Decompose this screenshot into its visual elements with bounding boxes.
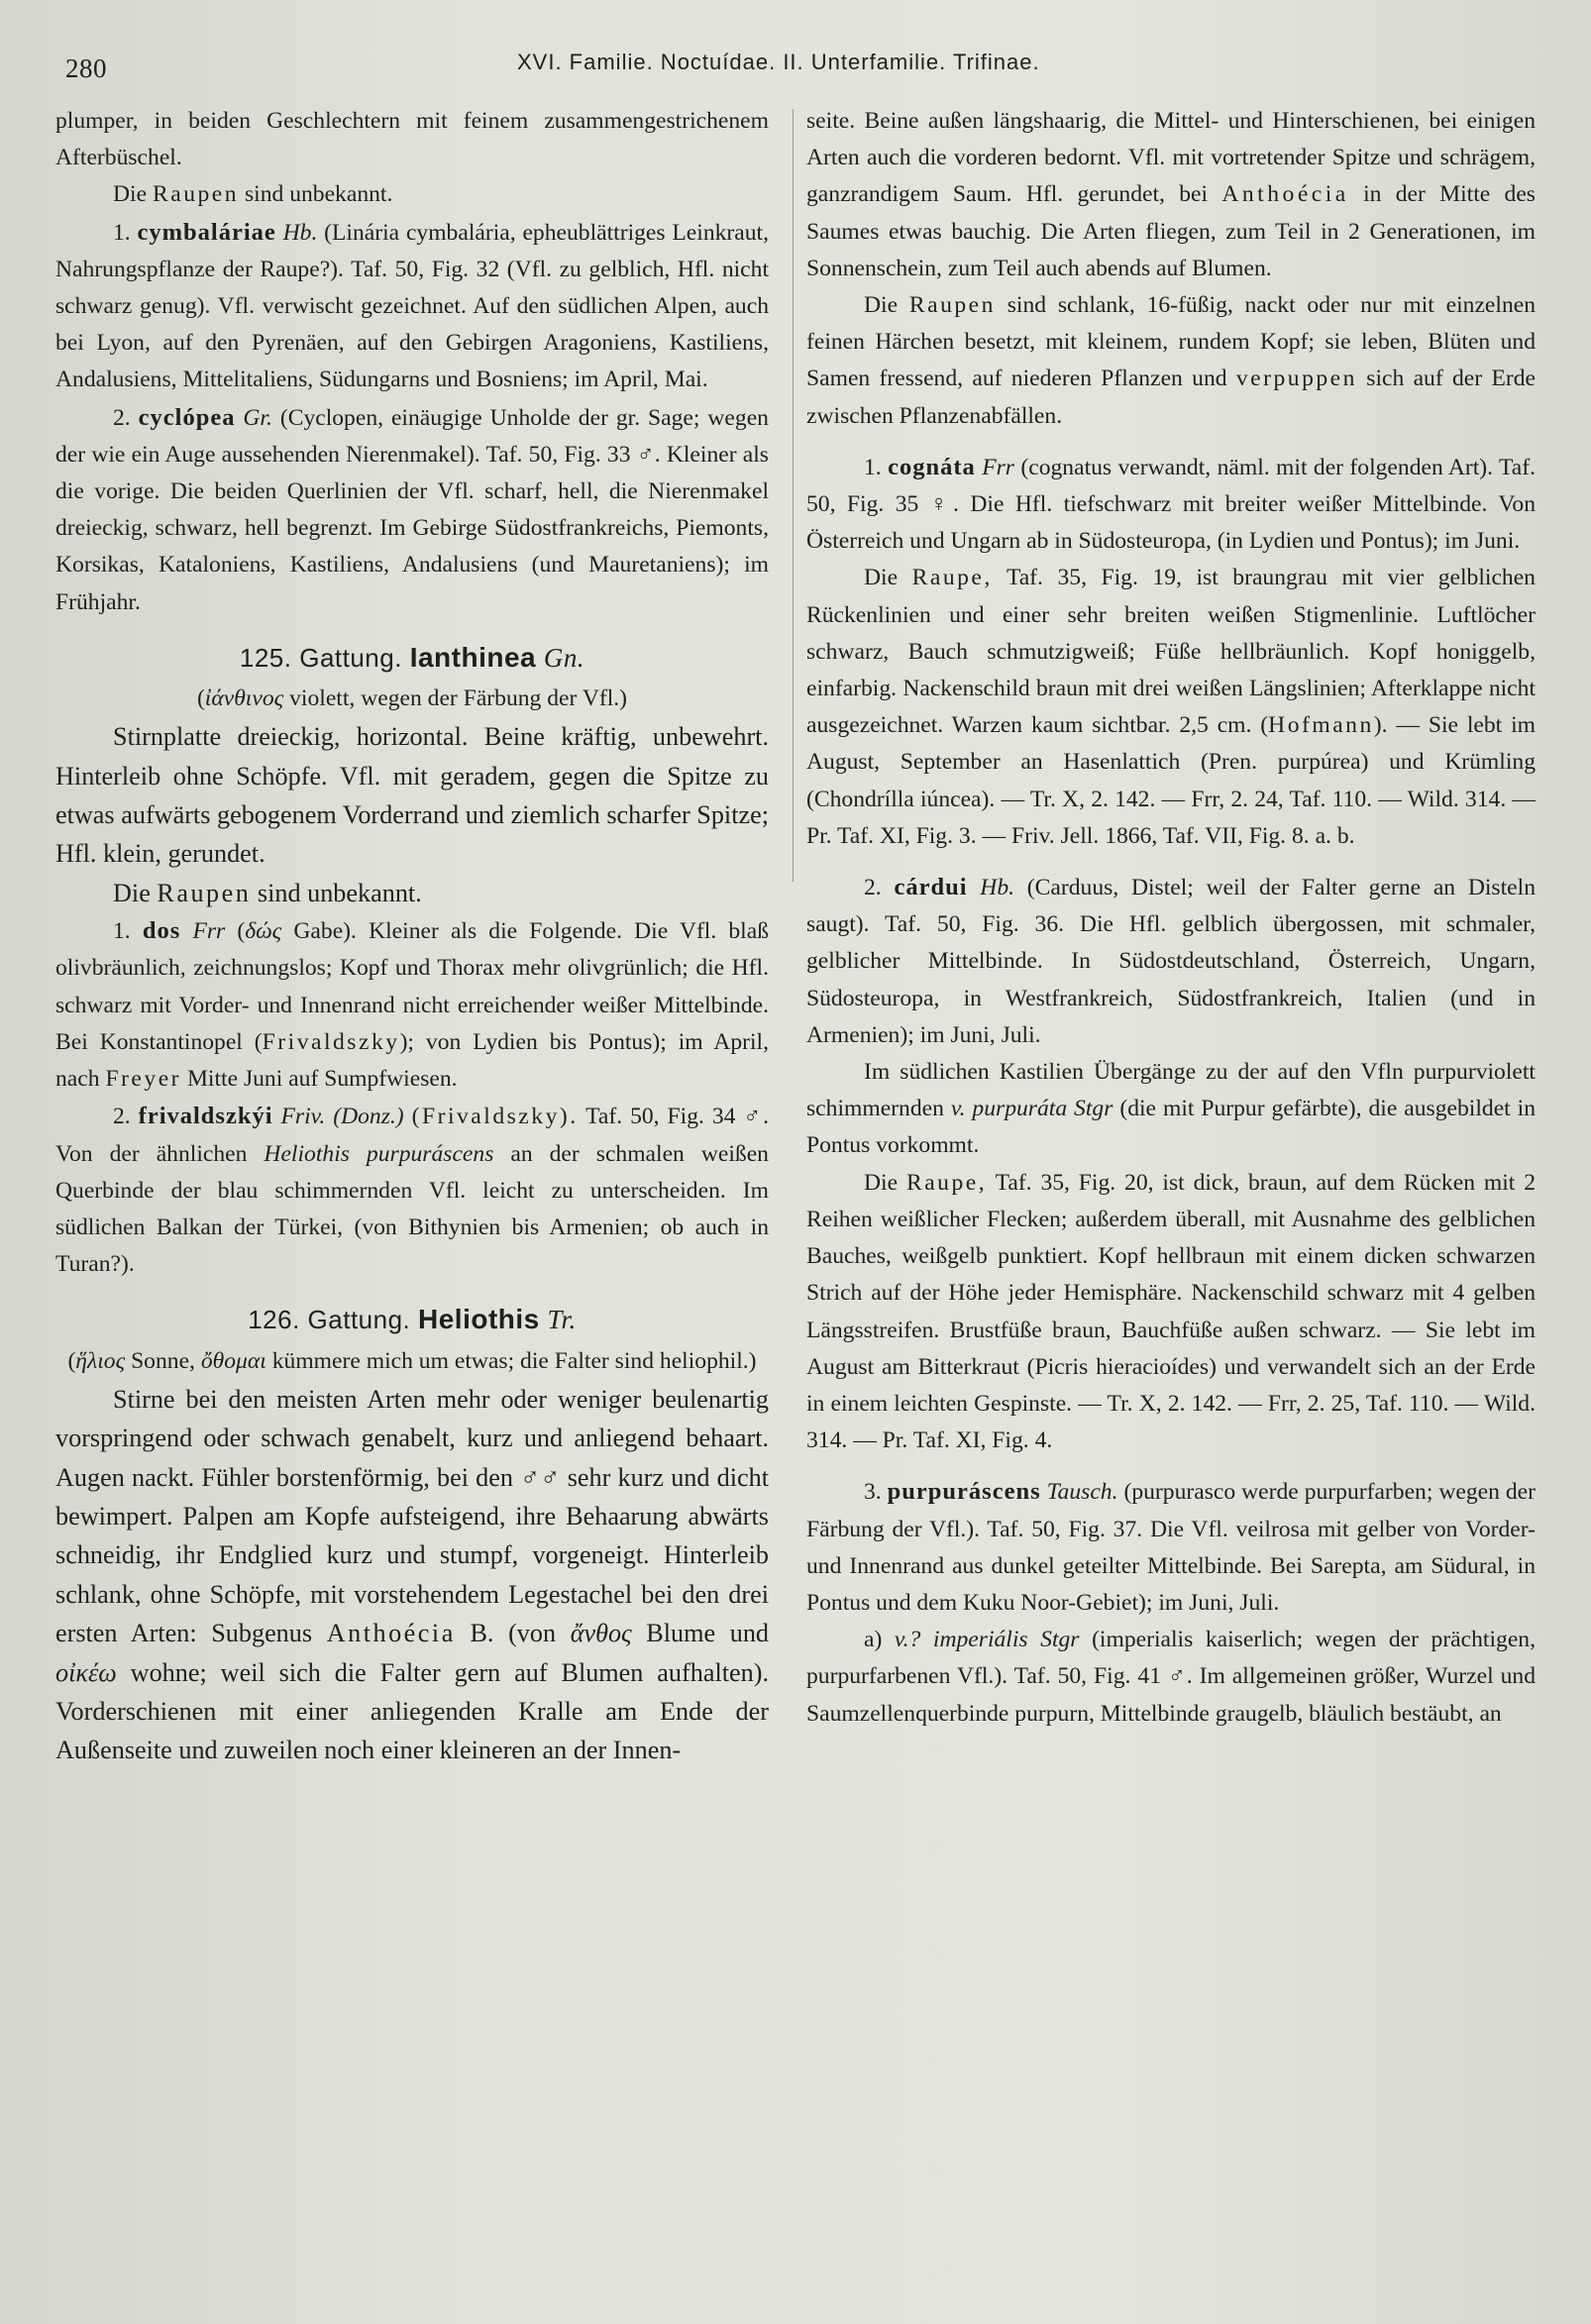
spaced-term: Raupen — [908, 292, 996, 319]
variety-entry — [806, 1622, 1536, 1733]
text: sind unbekannt. — [257, 878, 422, 907]
text: Die — [113, 878, 151, 907]
author: Friv. — [280, 1104, 326, 1130]
text: Taf. 35, Fig. 20, ist dick, braun, auf dem Rücken mit 2 Reihen weißlicher Flecken; außerdem überall, mit Ausnahme des gelblichen Bauches, weißgelb punktiert. Kopf hellbraun mit einem dicken schwarzen Strich auf der Höhe jeder Hemisphäre. Nackenschild schwarz mit 4 gelben Längsstreifen. Brustfüße braun, Bauchfüße außen schwarz. — Sie lebt im August am Bitterkraut (Picris hieracioídes) und verwandelt sich an der Erde in einem leichten Gespinste. — Tr. X, 2. 142. — Frr, 2. 25, Taf. 110. — Wild. 314. — Pr. Taf. XI, Fig. 4. — [806, 1169, 1536, 1454]
paragraph — [55, 874, 769, 912]
etymology: (ἥλιος Sonne, ὄθομαι kümmere mich um etwas; die Falter sind heliophil.) — [67, 1347, 757, 1374]
author: Hb. — [282, 219, 318, 246]
collector-name: Hofmann — [1268, 712, 1374, 739]
text: violett, wegen der Färbung der Vfl.) — [289, 686, 628, 712]
greek-word: ἰάνθινος — [204, 686, 284, 712]
text: sind unbekannt. — [244, 181, 393, 208]
species-reference: Heliothis purpuráscens — [264, 1140, 494, 1167]
species-name: dos — [142, 917, 181, 945]
paragraph — [55, 176, 769, 213]
author: Hb. — [980, 875, 1015, 901]
species-number: 2. — [113, 404, 131, 431]
text: seite. Beine außen längshaarig, die Mittel- und Hinterschienen, bei einigen Arten auch die vorderen bedornt. Vfl. mit vortretender Spitze und schrägem, ganzrandigem Saum. Hfl. gerundet, bei — [806, 108, 1536, 208]
species-number: 2. — [113, 1104, 131, 1130]
author: Tr. — [547, 1305, 577, 1335]
species-entry: 1. dos Frr (δώς Gabe). Kleiner als die Folgende. Die Vfl. blaß olivbräunlich, zeichnungslos; Kopf und Thorax mehr olivgrünlich; die Hfl. schwarz mit Vorder- und Innenrand nicht erreichender weißer Mittelbinde. Bei Konstantinopel (Frivaldszky); von Lydien bis Pontus); im April, nach Freyer Mitte Juni auf Sumpfwiesen. — [55, 917, 770, 1093]
variety-name: v. purpuráta Stgr — [950, 1096, 1114, 1122]
text: Im südlichen Kastilien Übergänge zu der auf den Vfln purpurviolett schimmernden — [806, 1059, 1536, 1122]
paragraph — [806, 1054, 1536, 1165]
text: wohne; weil sich die Falter gern auf Blumen aufhalten). Vorderschienen mit einer anliegenden Kralle am Ende der Außenseite und zuweilen noch einer kleineren an der Innen- — [55, 1657, 769, 1765]
column-divider — [793, 109, 794, 882]
species-name: cyclópea — [138, 403, 236, 431]
spaced-term: Raupen — [157, 878, 252, 907]
subgenus-name: Anthoécia — [1221, 181, 1349, 208]
text: kümmere mich um etwas; die Falter sind heliophil.) — [271, 1347, 757, 1374]
spaced-term: Raupen — [152, 181, 240, 208]
species-entry — [55, 399, 769, 621]
paragraph — [806, 287, 1536, 435]
species-text: (purpurasco werde purpurfarben; wegen der Färbung der Vfl.). Taf. 50, Fig. 37. Die Vfl. veilrosa mit gelber von Vorder- und Innenrand aus dunkel geteilter Mittelbinde. Bei Sarepta, am Südural, in Pontus und dem Kuku Noor-Gebiet); im Juni, Juli. — [806, 1479, 1537, 1616]
author: Gr. — [243, 404, 272, 431]
text: an der schmalen weißen Querbinde der blau schimmernden Vfl. leicht zu unterscheiden. Im südlichen Balkan der Türkei, (von Bithynien bis Armenien; ob auch in Turan?). — [55, 1140, 769, 1278]
species-number: 3. — [864, 1479, 882, 1506]
text: B. (von — [470, 1619, 557, 1648]
spacer — [806, 855, 1536, 869]
collector-name: (Frivaldszky). — [411, 1104, 579, 1130]
text: Gabe). Kleiner als die Folgende. Die Vfl. blaß olivbräunlich, zeichnungslos; Kopf und Thorax mehr olivgrünlich; die Hfl. schwarz mit Vorder- und Innenrand nicht erreichender weißer Mittelbinde. Bei Konstantinopel ( — [55, 918, 770, 1055]
genus-description — [55, 717, 769, 874]
species-name: cymbaláriae — [137, 218, 276, 246]
genus-number: 125. Gattung. — [239, 642, 402, 673]
paragraph — [806, 103, 1536, 287]
text: Taf. 50, Fig. 34 ♂. Von der ähnlichen — [55, 1104, 770, 1167]
species-entry — [806, 1473, 1536, 1622]
text: sind schlank, 16-füßig, nackt oder nur mit einzelnen feinen Härchen besetzt, mit kleinem, rundem Kopf; sie leben, Blüten und Samen fressend, auf niederen Pflanzen und — [806, 292, 1537, 392]
text: plumper, in beiden Geschlechtern mit feinem zusammengestrichenem Afterbüschel. — [55, 108, 769, 171]
species-entry — [55, 1098, 769, 1283]
text: Stirnplatte dreieckig, horizontal. Beine kräftig, unbewehrt. Hinterleib ohne Schöpfe. Vfl. mit geradem, gegen die Spitze zu etwas aufwärts gebogenem Vorderrand und ziemlich scharfer Spitze; Hfl. klein, gerundet. — [55, 722, 769, 869]
species-text: (Linária cymbalária, epheublättriges Leinkraut, Nahrungspflanze der Raupe?). Taf. 50, Fig. 32 (Vfl. zu gelblich, Hfl. nicht schwarz genug). Vfl. verwischt gezeichnet. Auf den südlichen Alpen, auch bei Lyon, auf den Pyrenäen, auf den Gebirgen Aragoniens, Kastiliens, Andalusiens, Mittelitaliens, Südungarns und Bosniens; im April, Mai. — [55, 219, 769, 393]
left-column — [55, 103, 769, 1770]
variety-label: a) — [864, 1627, 883, 1653]
genus-heading — [55, 1301, 769, 1338]
collector-name: Freyer — [105, 1066, 182, 1093]
spacer — [806, 435, 1536, 449]
text: Mitte Juni auf Sumpfwiesen. — [186, 1066, 458, 1093]
genus-heading — [55, 639, 769, 677]
greek-word: οἰκέω — [55, 1657, 117, 1687]
spaced-term: verpuppen — [1235, 366, 1357, 392]
species-name: cárdui — [894, 874, 968, 901]
text: Die — [113, 181, 148, 208]
greek-word: ἄνθος — [570, 1619, 632, 1648]
species-number: 1. — [864, 454, 882, 480]
etymology: (ἰάνθινος violett, wegen der Färbung der Vfl.) — [196, 686, 628, 712]
species-text: (Carduus, Distel; weil der Falter gerne an Disteln saugt). Taf. 50, Fig. 36. Die Hfl. gelblich übergossen, mit schmaler, gelblicher Mittelbinde. In Südostdeutschland, Österreich, Ungarn, Südosteuropa, in Westfrankreich, Südostfrankreich, Italien (und in Armenien); im Juni, Juli. — [806, 875, 1536, 1048]
species-name: cognáta — [888, 453, 976, 480]
greek-word: ἥλιος — [75, 1347, 126, 1374]
page-number: 280 — [65, 53, 107, 83]
genus-description — [55, 1380, 769, 1770]
author: Gn. — [543, 642, 585, 673]
variety-name: v.? imperiális Stgr — [894, 1627, 1080, 1653]
text: Sonne, — [131, 1347, 195, 1374]
author: (Donz.) — [333, 1104, 404, 1130]
spaced-term: Raupe, — [905, 1169, 988, 1196]
paragraph — [55, 103, 769, 176]
author: Frr — [982, 454, 1014, 480]
larva-description — [806, 560, 1536, 855]
text: Stirne bei den meisten Arten mehr oder weniger beulenartig vorspringend oder schwach genabelt, kurz und anliegend behaart. Augen nackt. Fühler borstenförmig, bei den ♂♂ sehr kurz und dicht bewimpert. Palpen am Kopfe aufsteigend, ihre Behaarung abwärts schneidig, ihr Endglied kurz und stumpf, vorgeneigt. Hinterleib schlank, ohne Schöpfe, mit vorstehendem Legestachel bei den drei ersten Arten: Subgenus — [55, 1384, 769, 1648]
genus-name: Heliothis — [418, 1304, 540, 1335]
right-column — [806, 103, 1536, 1733]
author: Frr — [192, 918, 226, 945]
species-text: (Cyclopen, einäugige Unholde der gr. Sage; wegen der wie ein Auge aussehenden Nierenmakel). Taf. 50, Fig. 33 ♂. Kleiner als die vorige. Die beiden Querlinien der Vfl. scharf, hell, die Nierenmakel dreieckig, schwarz, hell begrenzt. Im Gebirge Südostfrankreichs, Piemonts, Korsikas, Kataloniens, Kastiliens, Andalusiens (und Mauretaniens); im Frühjahr. — [55, 404, 769, 615]
species-number: 1. — [113, 918, 131, 945]
spaced-term: Raupe, — [911, 565, 993, 591]
greek-word: ὄθομαι — [200, 1347, 266, 1374]
genus-name: Ianthinea — [409, 641, 537, 673]
author: Tausch. — [1046, 1479, 1118, 1506]
species-text: (cognatus verwandt, näml. mit der folgenden Art). Taf. 50, Fig. 35 ♀. Die Hfl. tiefschwarz mit breiter weißer Mittelbinde. Von Österreich und Ungarn ab in Südosteuropa, (in Lydien und Pontus); im Juni. — [806, 454, 1537, 555]
text: ). — Sie lebt im August, September an Hasenlattich (Pren. purpúrea) und Krümling (Chondrílla iúncea). — Tr. X, 2. 142. — Frr, 2. 24, Taf. 110. — Wild. 314. — Pr. Taf. XI, Fig. 3. — Friv. Jell. 1866, Taf. VII, Fig. 8. a. b. — [806, 712, 1536, 849]
species-entry — [806, 869, 1536, 1054]
running-title: XVI. Familie. Noctuídae. II. Unterfamilie. Trifinae. — [517, 50, 1040, 74]
text: in der Mitte des Saumes etwas bauchig. Die Arten fliegen, zum Teil in 2 Generationen, im Sonnenschein, zum Teil auch abends auf Blumen. — [806, 181, 1536, 281]
larva-description — [806, 1165, 1536, 1460]
text: (die mit Purpur gefärbte), die ausgebildet in Pontus vorkommt. — [806, 1096, 1537, 1159]
spacer — [806, 1459, 1536, 1473]
text: (imperialis kaiserlich; wegen der prächtigen, purpurfarbenen Vfl.). Taf. 50, Fig. 41 ♂. Im allgemeinen größer, Wurzel und Saumzellenquerbinde purpurn, Mittelbinde graugelb, bläulich bestäubt, an — [806, 1627, 1537, 1727]
collector-name: Frivaldszky — [262, 1028, 400, 1055]
text: Die — [864, 565, 899, 591]
text: ); von Lydien bis Pontus); im April, nach — [55, 1028, 769, 1093]
subgenus-name: Anthoécia — [326, 1619, 456, 1648]
species-number: 2. — [864, 875, 882, 901]
text: Blume und — [646, 1619, 770, 1648]
species-name: purpuráscens — [887, 1478, 1041, 1506]
species-name: frivaldszkýi — [138, 1103, 273, 1130]
species-entry — [55, 214, 769, 399]
species-number: 1. — [113, 219, 131, 246]
genus-number: 126. Gattung. — [248, 1305, 411, 1335]
page-header — [61, 46, 1530, 89]
species-entry — [806, 449, 1536, 561]
text: Die — [864, 1169, 899, 1196]
text: Die — [864, 292, 899, 319]
text: sich auf der Erde zwischen Pflanzenabfällen. — [806, 366, 1536, 429]
text: Taf. 35, Fig. 19, ist braungrau mit vier gelblichen Rückenlinien und einer sehr breiten weißen Stigmenlinie. Luftlöcher schwarz, Bauch schmutzigweiß; Füße hellbräunlich. Kopf honiggelb, einfarbig. Nackenschild braun mit drei weißen Längslinien; Afterklappe nicht ausgezeichnet. Warzen kaum sichtbar. 2,5 cm. ( — [806, 565, 1536, 739]
greek-word: δώς — [245, 918, 282, 945]
